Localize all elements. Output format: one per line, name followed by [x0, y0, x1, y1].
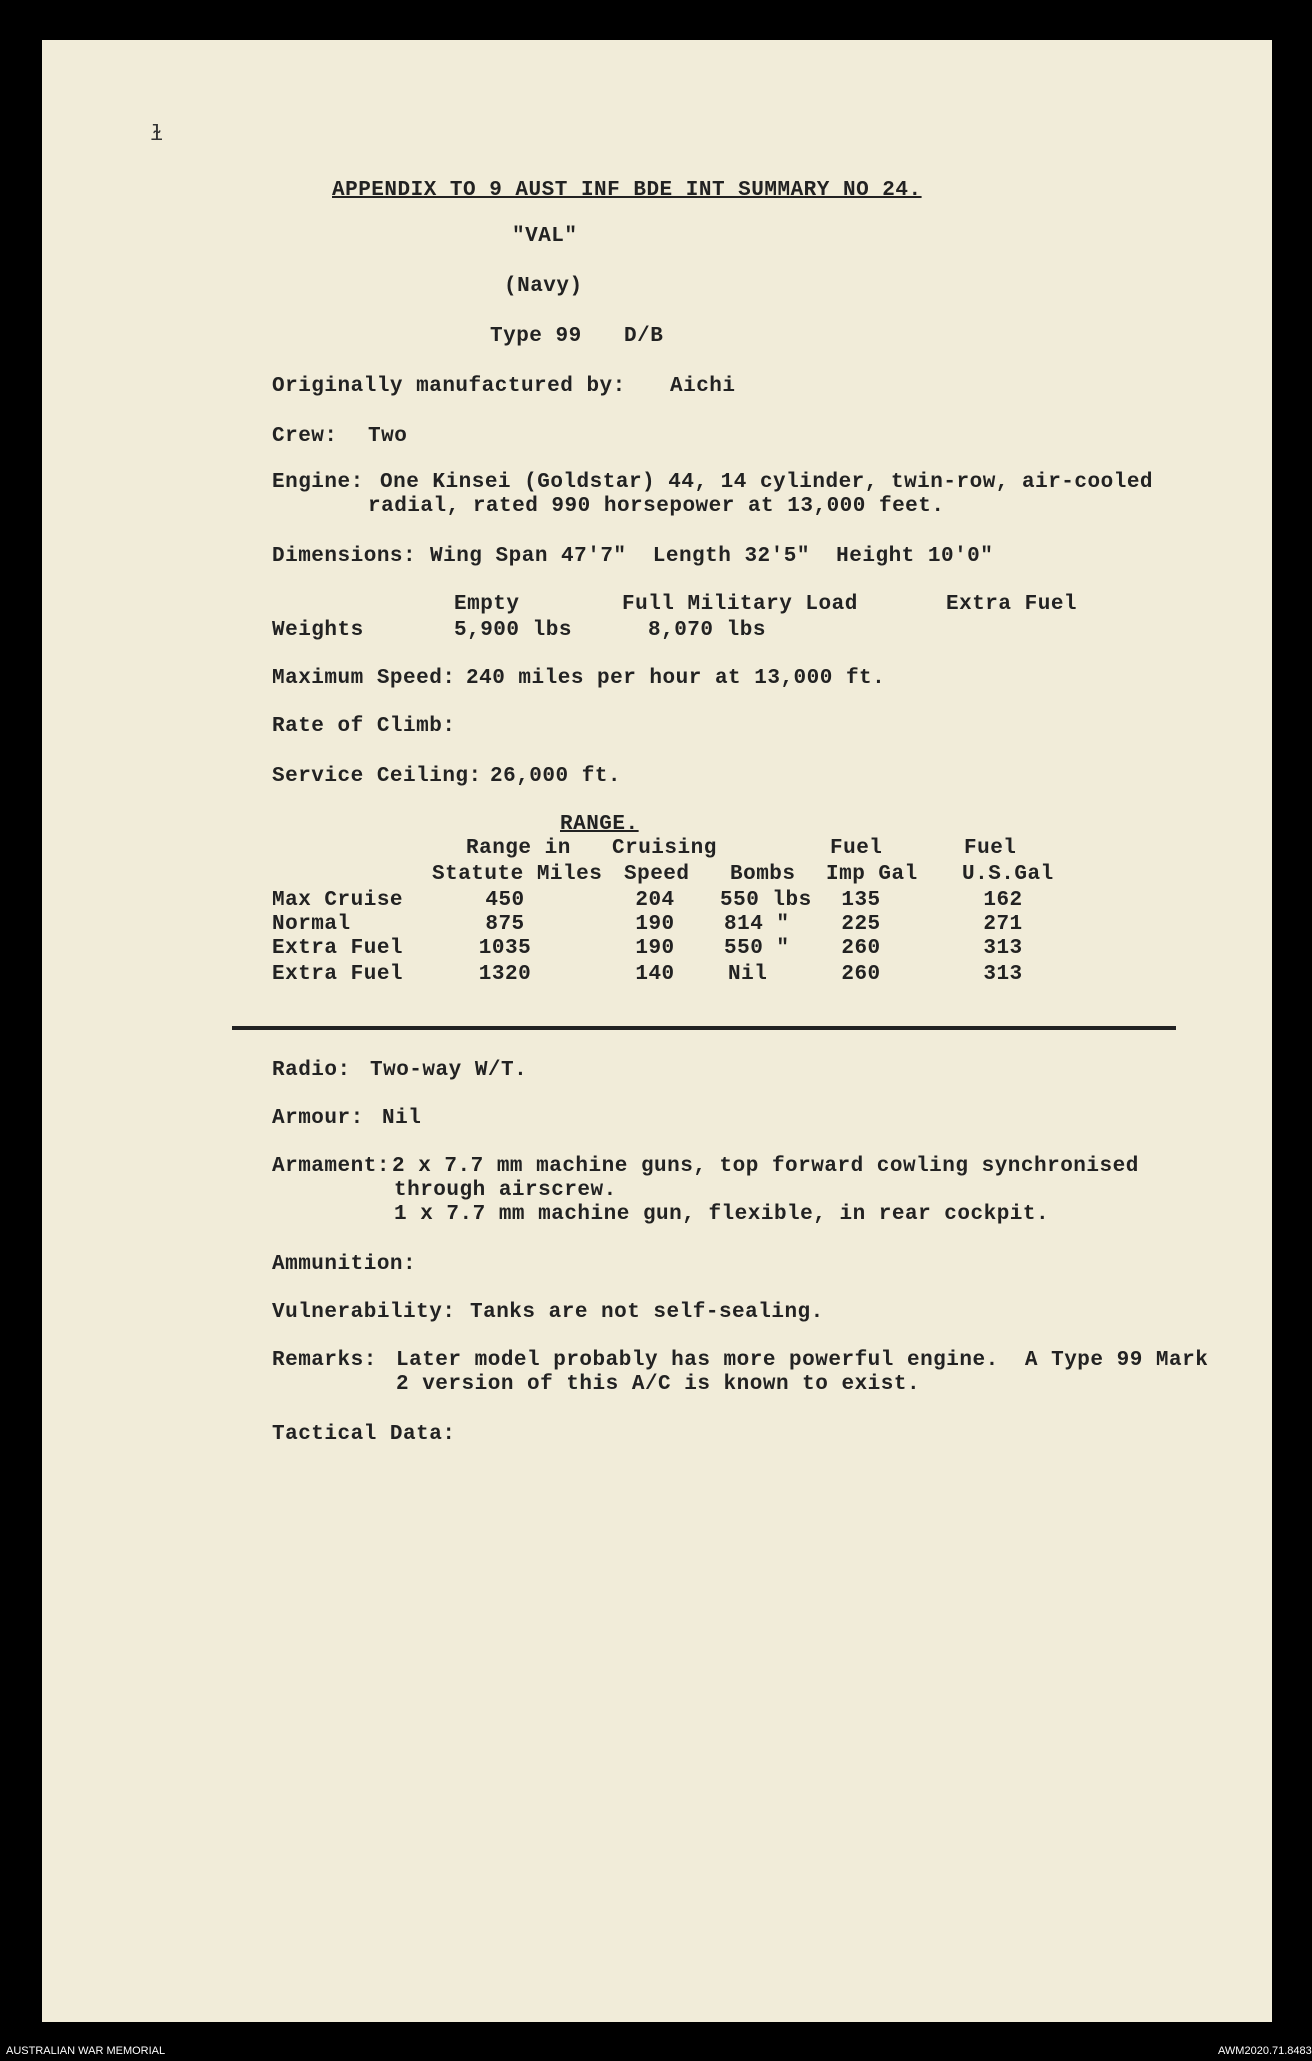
row-range: 875	[485, 913, 525, 936]
row-us: 313	[983, 963, 1023, 986]
range-header-range-1: Range in	[466, 837, 571, 860]
row-us: 271	[983, 913, 1023, 936]
range-header-us-1: Fuel	[964, 837, 1017, 860]
aircraft-type: Type 99	[490, 325, 582, 348]
weights-military-header: Full Military Load	[622, 593, 858, 616]
row-bombs: 550 "	[724, 937, 790, 960]
divider-line	[232, 1026, 1176, 1030]
row-bombs: 814 "	[724, 913, 790, 936]
armour-value: Nil	[382, 1107, 422, 1130]
radio-value: Two-way W/T.	[370, 1059, 528, 1082]
archive-id: AWM2020.71.8483	[1218, 2045, 1312, 2057]
engine-label: Engine:	[272, 471, 364, 494]
range-header-speed-1: Cruising	[612, 837, 717, 860]
weights-extra-header: Extra Fuel	[946, 593, 1078, 616]
crew-label: Crew:	[272, 425, 338, 448]
crew-value: Two	[368, 425, 408, 448]
aircraft-codename: "VAL"	[512, 225, 578, 248]
max-speed-value: 240 miles per hour at 13,000 ft.	[466, 667, 886, 690]
remarks-line-1: Later model probably has more powerful engine. A Type 99 Mark	[396, 1349, 1209, 1372]
armament-label: Armament:	[272, 1155, 390, 1178]
page-title: APPENDIX TO 9 AUST INF BDE INT SUMMARY NO 24.	[332, 179, 922, 202]
remarks-line-2: 2 version of this A/C is known to exist.	[396, 1373, 921, 1396]
ceiling-value: 26,000 ft.	[490, 765, 622, 788]
vulnerability-label: Vulnerability:	[272, 1301, 456, 1324]
max-speed-label: Maximum Speed:	[272, 667, 456, 690]
weights-label: Weights	[272, 619, 364, 642]
armour-label: Armour:	[272, 1107, 364, 1130]
row-us: 313	[983, 937, 1023, 960]
row-speed: 140	[635, 963, 675, 986]
service-branch: (Navy)	[504, 275, 583, 298]
range-header-imp-2: Imp Gal	[826, 863, 918, 886]
engine-line-2: radial, rated 990 horsepower at 13,000 feet.	[368, 495, 945, 518]
range-header-range-2: Statute Miles	[432, 863, 603, 886]
range-header-imp-1: Fuel	[830, 837, 883, 860]
row-bombs: Nil	[728, 963, 768, 986]
armament-line-1: 2 x 7.7 mm machine guns, top forward cowling synchronised	[392, 1155, 1139, 1178]
row-imp: 225	[841, 913, 881, 936]
row-range: 1035	[478, 937, 532, 960]
aircraft-role: D/B	[624, 325, 664, 348]
row-us: 162	[983, 889, 1023, 912]
row-imp: 260	[841, 963, 881, 986]
remarks-label: Remarks:	[272, 1349, 377, 1372]
manufacturer-value: Aichi	[670, 375, 736, 398]
weights-military-value: 8,070 lbs	[648, 619, 766, 642]
row-range: 1320	[478, 963, 532, 986]
row-label: Max Cruise	[272, 889, 404, 912]
vulnerability-value: Tanks are not self-sealing.	[470, 1301, 824, 1324]
climb-label: Rate of Climb:	[272, 715, 456, 738]
row-range: 450	[485, 889, 525, 912]
range-title: RANGE.	[560, 813, 639, 836]
dimensions-label: Dimensions:	[272, 545, 417, 568]
armament-line-2: through airscrew.	[394, 1179, 617, 1202]
row-bombs: 550 lbs	[720, 889, 812, 912]
ammunition-label: Ammunition:	[272, 1253, 417, 1276]
archive-credit: AUSTRALIAN WAR MEMORIAL	[6, 2045, 166, 2057]
row-imp: 135	[841, 889, 881, 912]
row-label: Normal	[272, 913, 351, 936]
dimensions-value: Wing Span 47'7" Length 32'5" Height 10'0"	[430, 545, 994, 568]
armament-line-3: 1 x 7.7 mm machine gun, flexible, in rear cockpit.	[394, 1203, 1050, 1226]
row-speed: 190	[635, 913, 675, 936]
row-label: Extra Fuel	[272, 937, 404, 960]
manufacturer-label: Originally manufactured by:	[272, 375, 626, 398]
weights-empty-value: 5,900 lbs	[454, 619, 572, 642]
radio-label: Radio:	[272, 1059, 351, 1082]
range-header-bombs: Bombs	[730, 863, 796, 886]
row-imp: 260	[841, 937, 881, 960]
tactical-label: Tactical Data:	[272, 1423, 456, 1446]
pencil-mark: ɫ	[150, 122, 164, 147]
range-header-us-2: U.S.Gal	[962, 863, 1054, 886]
row-speed: 204	[635, 889, 675, 912]
ceiling-label: Service Ceiling:	[272, 765, 482, 788]
weights-empty-header: Empty	[454, 593, 520, 616]
row-label: Extra Fuel	[272, 963, 404, 986]
row-speed: 190	[635, 937, 675, 960]
engine-line-1: One Kinsei (Goldstar) 44, 14 cylinder, twin-row, air-cooled	[380, 471, 1154, 494]
range-header-speed-2: Speed	[624, 863, 690, 886]
